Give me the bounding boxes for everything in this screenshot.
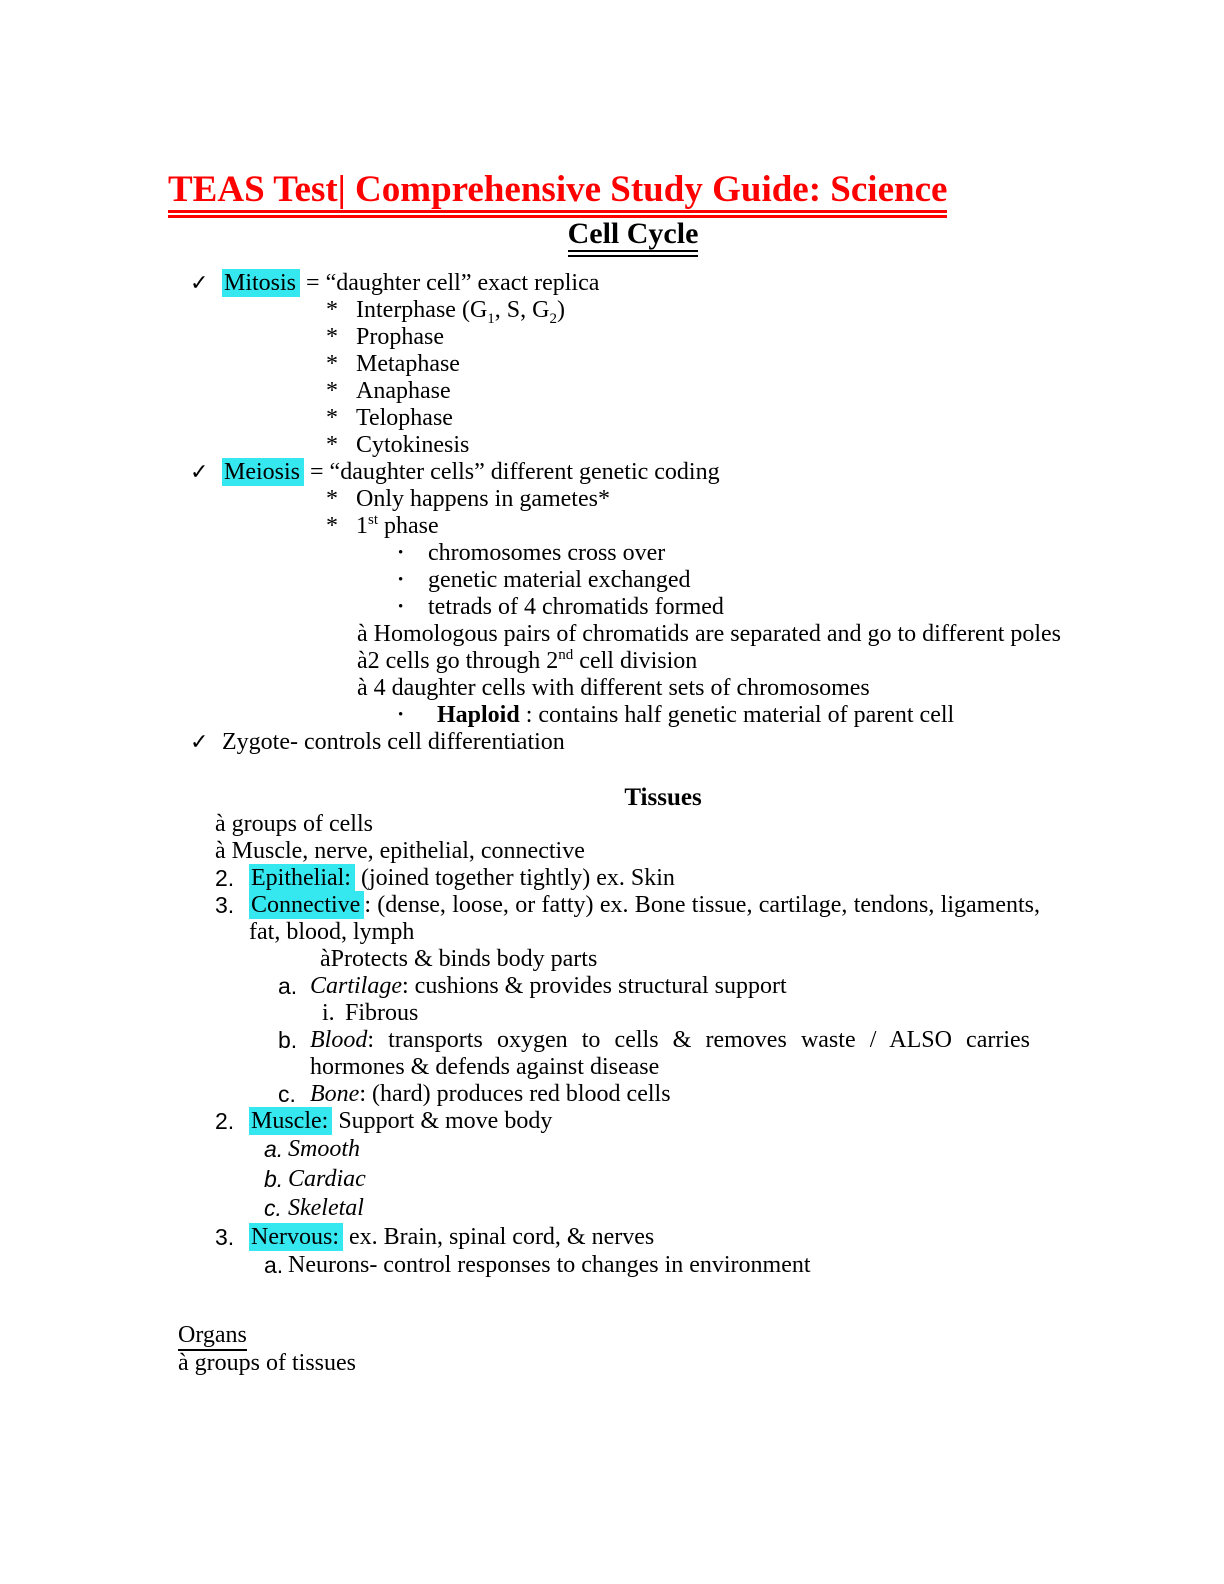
phase-line (0, 351, 1224, 378)
check-icon: ✓ (190, 460, 209, 485)
bone-line (0, 1081, 1224, 1108)
list-number: 3. (215, 892, 235, 918)
gametes-line (0, 486, 1224, 513)
muscle-sub-line (0, 1135, 1224, 1165)
dot-bullet-icon: • (398, 707, 404, 723)
meiosis-arrow-text (357, 648, 697, 674)
blood-term: Blood (310, 1027, 368, 1053)
meiosis-def: = “daughter cells” different genetic coding (304, 459, 720, 485)
star-bullet-icon: * (326, 432, 338, 458)
tissues-arrow-text: à Muscle, nerve, epithelial, connective (215, 838, 585, 864)
phase-line (0, 405, 1224, 432)
list-letter: a. (264, 1251, 284, 1278)
meiosis-arrow-line (0, 648, 1224, 675)
phase-label: Prophase (356, 324, 444, 350)
meiosis-bullet-line (0, 567, 1224, 594)
interphase-line (0, 297, 1224, 327)
muscle-line (0, 1108, 1224, 1135)
organs-heading-text: Organs (178, 1322, 247, 1351)
haploid-rest: : contains half genetic material of parent cell (519, 702, 955, 728)
star-bullet-icon: * (326, 486, 338, 512)
list-letter: c. (278, 1081, 296, 1107)
doc-subtitle (0, 217, 1224, 251)
blood-line (0, 1027, 1030, 1081)
interphase-pre: Interphase (G (356, 297, 488, 323)
nervous-term-highlight: Nervous: (249, 1223, 343, 1251)
list-number: 3. (215, 1223, 235, 1250)
haploid-term: Haploid (437, 702, 520, 728)
list-letter: b. (278, 1027, 298, 1053)
meiosis-bullet-text: genetic material exchanged (428, 567, 691, 593)
nervous-line (0, 1224, 1224, 1251)
list-letter: a. (264, 1136, 284, 1162)
star-bullet-icon: * (326, 297, 338, 323)
interphase-sub2: 2 (549, 310, 557, 327)
list-number: 2. (215, 865, 235, 891)
arrow2-sup: nd (558, 647, 574, 663)
interphase-sub1: 1 (487, 310, 495, 327)
cartilage-rest: : cushions & provides structural support (402, 973, 787, 999)
meiosis-bullet-text: tetrads of 4 chromatids formed (428, 594, 724, 620)
nervous-rest: ex. Brain, spinal cord, & nerves (342, 1223, 655, 1250)
list-letter: c. (264, 1195, 282, 1221)
neurons-line (0, 1251, 1224, 1281)
bone-rest: : (hard) produces red blood cells (359, 1081, 671, 1107)
doc-title-text: TEAS Test| Comprehensive Study Guide: Science (168, 169, 947, 218)
muscle-sub-label: Skeletal (288, 1195, 364, 1221)
epithelial-term-highlight: Epithelial: (249, 864, 355, 892)
interphase-text (356, 297, 565, 327)
meiosis-arrow-text: à Homologous pairs of chromatids are separated and go to different poles (357, 621, 1062, 647)
star-bullet-icon: * (326, 405, 338, 431)
arrow2-pre: à2 cells go through 2 (357, 648, 559, 674)
organs-heading (0, 1320, 1224, 1350)
dot-bullet-icon: • (398, 599, 404, 615)
list-roman: i. (322, 1000, 335, 1026)
zygote-text: Zygote- controls cell differentiation (222, 729, 565, 755)
haploid-line (0, 702, 1224, 729)
cartilage-line (0, 973, 1224, 1000)
meiosis-arrow-line (0, 621, 1224, 648)
doc-title (168, 168, 1224, 211)
organs-arrow-text: à groups of tissues (178, 1350, 356, 1376)
muscle-sub-label: Cardiac (288, 1165, 366, 1192)
first-phase-line (0, 513, 1224, 540)
gametes-text: Only happens in gametes* (356, 486, 610, 512)
phase-label: Cytokinesis (356, 432, 470, 458)
muscle-rest: Support & move body (332, 1108, 553, 1134)
star-bullet-icon: * (326, 378, 338, 404)
phase-label: Metaphase (356, 351, 460, 377)
blood-rest: : transports oxygen to cells & removes waste / ALSO carries hormones & defends against disease (310, 1027, 1030, 1080)
first-phase-text (356, 513, 439, 539)
cartilage-term: Cartilage (310, 973, 403, 999)
meiosis-arrow-line (0, 675, 1224, 702)
fibrous-line (0, 1000, 1224, 1027)
arrow2-post: cell division (573, 648, 698, 674)
connective-term-highlight: Connective (249, 891, 364, 919)
phase-label: Telophase (356, 405, 453, 431)
organs-arrow-line (0, 1350, 1224, 1377)
list-number: 2. (215, 1108, 235, 1134)
star-bullet-icon: * (326, 351, 338, 377)
neurons-label: Neurons- control responses to changes in environment (288, 1251, 811, 1278)
meiosis-line (0, 459, 1224, 486)
epithelial-rest: (joined together tightly) ex. Skin (354, 865, 675, 891)
first-phase-sup: st (368, 512, 379, 528)
mitosis-def: = “daughter cell” exact replica (300, 270, 600, 296)
muscle-sub-line (0, 1165, 1224, 1195)
star-bullet-icon: * (326, 513, 338, 539)
star-bullet-icon: * (326, 324, 338, 350)
interphase-mid: , S, G (494, 297, 550, 323)
check-icon: ✓ (190, 730, 209, 755)
muscle-sub-label: Smooth (288, 1136, 360, 1162)
meiosis-bullet-text: chromosomes cross over (428, 540, 666, 566)
meiosis-bullet-line (0, 540, 1224, 567)
mitosis-line (0, 270, 1224, 297)
tissues-heading: Tissues (624, 784, 702, 811)
dot-bullet-icon: • (398, 545, 404, 561)
connective-rest: : (dense, loose, or fatty) ex. Bone tissue, cartilage, tendons, ligaments, fat, blood, lymph (249, 892, 1040, 945)
dot-bullet-icon: • (398, 572, 404, 588)
meiosis-arrow-text: à 4 daughter cells with different sets of chromosomes (357, 675, 870, 701)
tissues-arrow-line (0, 811, 1224, 838)
phase-line (0, 324, 1224, 351)
muscle-sub-line (0, 1194, 1224, 1224)
meiosis-bullet-line (0, 594, 1224, 621)
first-phase-post: phase (378, 513, 439, 539)
epithelial-line (0, 865, 1224, 892)
first-phase-pre: 1 (356, 513, 368, 539)
protects-arrow-text: àProtects & binds body parts (320, 946, 598, 972)
meiosis-term-highlight: Meiosis (222, 458, 304, 486)
protects-arrow-line (0, 946, 1224, 973)
muscle-term-highlight: Muscle: (249, 1107, 332, 1135)
mitosis-term-highlight: Mitosis (222, 269, 300, 297)
connective-line (0, 892, 1040, 946)
zygote-line (0, 729, 1224, 756)
phase-line (0, 378, 1224, 405)
doc-subtitle-text: Cell Cycle (568, 217, 699, 257)
list-letter: a. (278, 973, 298, 999)
interphase-post: ) (556, 297, 565, 323)
phase-label: Anaphase (356, 378, 451, 404)
tissues-arrow-text: à groups of cells (215, 811, 373, 837)
fibrous-label: Fibrous (345, 1000, 419, 1026)
phase-line (0, 432, 1224, 459)
list-letter: b. (264, 1165, 284, 1192)
check-icon: ✓ (190, 271, 209, 296)
bone-term: Bone (310, 1081, 360, 1107)
tissues-arrow-line (0, 838, 1224, 865)
